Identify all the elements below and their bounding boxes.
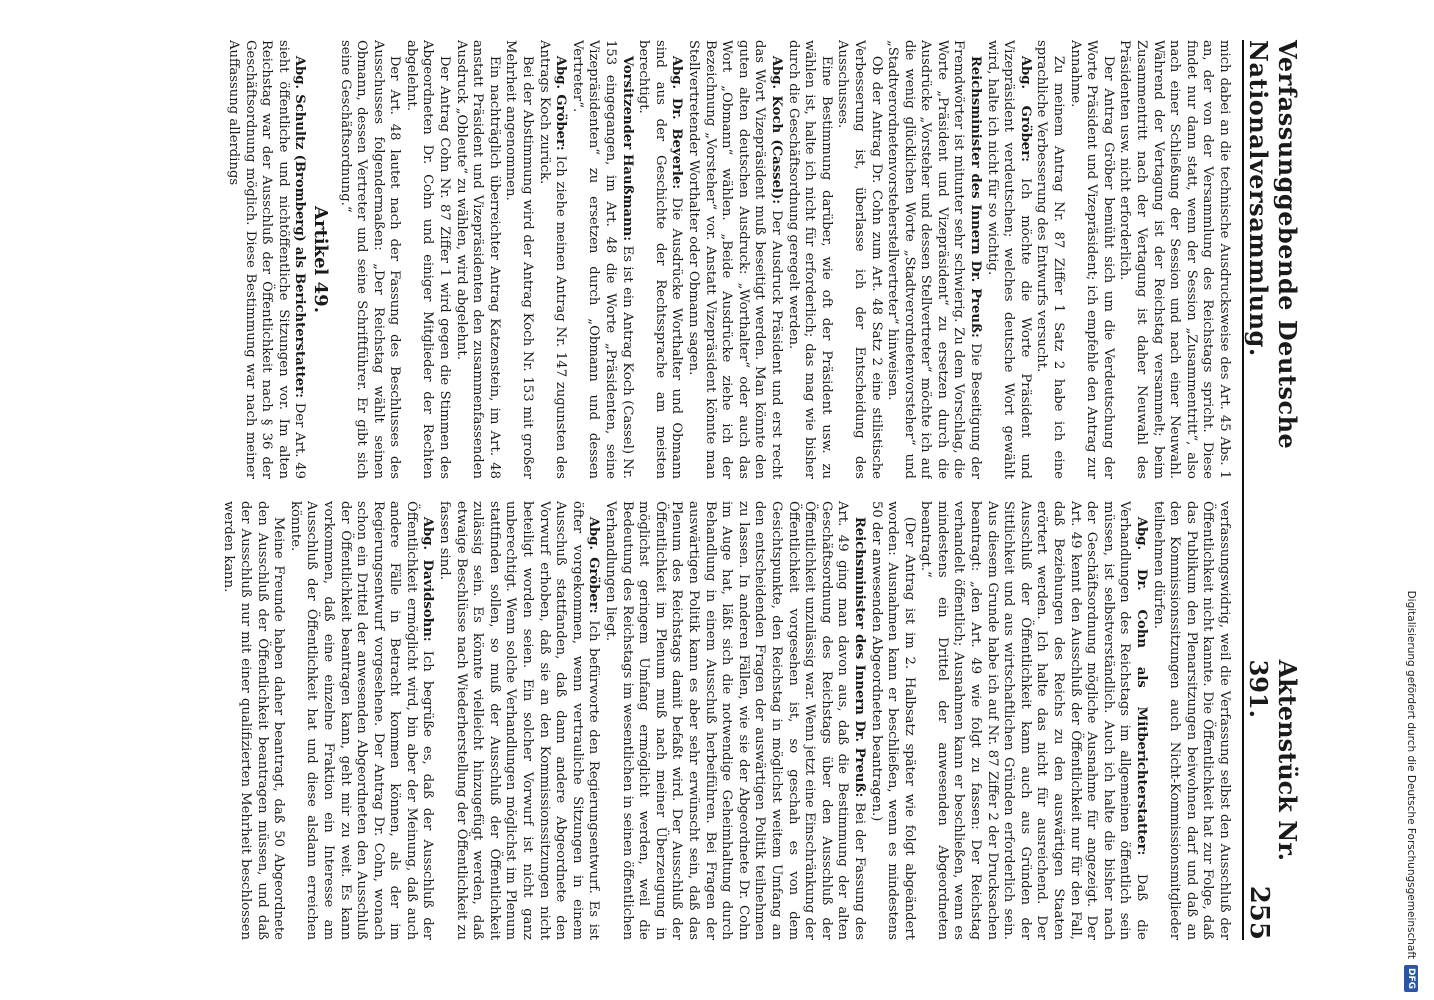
speech-text: Der Art. 49 sieht öffentliche und nichtöffentliche Sitzungen vor. Im alten Reichstag war der Ausschluß der Öffentlichkeit nach § 36 der Geschäftsordnung möglich. Diese Bestimmung war nach meiner Auffassung allerdings (225, 40, 308, 479)
page-header (1242, 40, 1302, 940)
speech-text: Die Ausdrücke Worthalter und Obmann sind aus der Geschichte der Rechtssprache am meisten berechtigt. (636, 40, 685, 479)
left-column (72, 40, 1232, 479)
paragraph: (Der Antrag ist im 2. Halbsatz später wie folgt abgeändert worden: Ausnahmen kann er beschließen, wenn es mindestens 50 der anwesenden Abgeordneten beantragen.) (868, 501, 917, 940)
header-document-number: Aktenstück Nr. 391. (1244, 659, 1302, 861)
speaker-name: Abg. Dr. Beyerle: (669, 55, 685, 190)
speech-text: Es ist ein Antrag Koch (Cassel) Nr. 153 eingegangen, im Art. 48 die Worte „Präsidenten, seine Vizepräsidenten“ zu ersetzen durch „Obmann und dessen Vertreter“. (569, 40, 635, 479)
paragraph: Ein nachträglich überreichter Antrag Katzenstein, im Art. 48 anstatt Präsident und Vizepräsidenten den zusammenfassenden Ausdruck „Obleute“ zu wählen, wird abgelehnt. (453, 40, 502, 479)
speech-paragraph (684, 40, 784, 479)
speech-paragraph (635, 40, 685, 479)
paragraph: Ob der Antrag Dr. Cohn zum Art. 48 Satz 2 eine stilistische Verbesserung ist, überlasse ich der Entscheidung des Ausschusses. (835, 40, 884, 479)
speech-paragraph (286, 501, 435, 940)
speaker-name: Vorsitzender Haußmann: (619, 55, 635, 242)
speech-paragraph (884, 40, 984, 479)
paragraph: verfassungswidrig, weil die Verfassung selbst den Ausschluß der Öffentlichkeit nicht kannte. Die Öffentlichkeit hat zur Folge, daß das Publikum den Plenarsitzungen beiwohnen darf und daß an den Kommissionssitzungen auch Nicht-Kommissionsmitglieder teilnehmen dürfen. (1150, 501, 1232, 940)
paragraph: Meine Freunde haben daher beantragt, daß 50 Abgeordnete den Ausschluß der Öffentlichkeit beantragen müssen, und daß der Ausschluß nur mit einer qualifizierten Mehrheit beschlossen werden kann. (221, 501, 287, 940)
paragraph: mich dabei an die technische Ausdrucksweise des Art. 45 Abs. 1 an, der von der Versammlung des Reichstags spricht. Diese findet nur dann statt, wenn der Session „Zusammentritt“, also nach einer Schließung der Session und nach einer Neuwahl. Während der Vertagung ist der Reichstag versammelt; beim Zusammentritt nach der Vertagung ist daher Neuwahl des Präsidenten usw. nicht erforderlich. (1117, 40, 1232, 479)
speech-text: Ich ziehe meinen Antrag Nr. 147 zugunsten des Antrags Koch zurück. (536, 40, 569, 479)
paragraph: Der Antrag Gröber bemüht sich um die Verdeutschung der Worte Präsident und Vizepräsident; ich empfehle den Antrag zur Annahme. (1067, 40, 1116, 479)
dfg-logo: DFG (1404, 965, 1418, 992)
speaker-name: Abg. Gröber: (586, 516, 602, 614)
speech-text: Ich befürworte den Regierungsentwurf. Es ist öfter vorgekommen, wenn vertrauliche Sitzungen in einem Ausschuß stattfanden, daß dann andere Abgeordnete den Vorwurf erhoben, daß sie an den Kommissionssitzungen nicht beteiligt worden seien. Ein solcher Vorwurf ist nicht ganz unberechtigt. Wenn solche Verhandlungen möglichst im Plenum stattfinden sollen, so muß der Ausschluß der Öffentlichkeit zulässig sein. Es könnte vielleicht hinzugefügt werden, daß etwaige Beschlüsse nach Wiederherstellung der Öffentlichkeit zu fassen sind. (437, 501, 602, 940)
speech-text: Der Ausdruck Präsident und erst recht das Wort Vizepräsident muß beseitigt werden. Man könnte den guten alten deutschen Ausdruck: „Worthalter“ oder auch das Wort „Obmann“ wählen. „Beide Ausdrücke ziehe ich der Bezeichnung „Vorsteher“ vor. Anstatt Vizepräsident könnte man Stellvertretender Worthalter oder Obmann sagen. (686, 40, 784, 479)
speaker-name: Abg. Gröber: (553, 55, 569, 151)
speech-text: Die Beseitigung der Fremdwörter ist mitunter sehr schwierig. Zu dem Vorschlag, die Worte „Präsident und Vizepräsident“ zu ersetzen durch die Ausdrücke „Vorsteher und dessen Stellvertreter“ möchte ich auf die wenig glücklichen Worte „Stadtverordnetenvorsteher“ und „Stadtverordnetenvorsteherstellvertreter“ hinweisen. (885, 40, 984, 479)
text-columns (72, 40, 1232, 940)
digitization-credit (1404, 8, 1418, 992)
speaker-name: Abg. Dr. Cohn als Mitberichterstatter: (1134, 516, 1150, 856)
paragraph: Bei der Abstimmung wird der Antrag Koch Nr. 153 mit großer Mehrheit angenommen. (503, 40, 536, 479)
page-number: 255 (1244, 885, 1274, 940)
speech-text: Ich möchte die Worte Präsident und Vizepräsident verdeutschen; welches deutsche Wort gewählt wird, halte ich nicht für so wichtig. (984, 40, 1033, 479)
speech-paragraph (983, 40, 1033, 479)
speech-paragraph (224, 40, 307, 479)
speaker-name: Reichsminister des Innern Dr. Preuß: (851, 516, 867, 798)
speech-text: Bei der Fassung des Art. 49 ging man davon aus, daß die Bestimmung der alten Geschäftsordnung des Reichstags über den Ausschluß der Öffentlichkeit unzulässig war. Wenn jetzt eine Einschränkung der Öffentlichkeit vorgesehen ist, so geschah es von dem Gesichtspunkte, den Reichstag in möglichst weitem Umfang an den entscheidenden Fragen der auswärtigen Politik teilnehmen zu lassen. In anderen Fällen, wie sie der Abgeordnete Dr. Cohn im Auge hat, läßt sich die notwendige Geheimhaltung durch Behandlung in einem Ausschuß herbeiführen. Bei Fragen der auswärtigen Politik kann es aber sehr erwünscht sein, daß das Plenum des Reichstags damit befaßt wird. Der Ausschluß der Öffentlichkeit im Plenum muß nach meiner Überzeugung in möglichst geringem Umfang ermöglicht werden, weil die Bedeutung des Reichstags im wesentlichen in seinen öffentlichen Verhandlungen liegt. (603, 501, 867, 940)
speech-paragraph (917, 501, 1149, 940)
speech-paragraph (568, 40, 634, 479)
speaker-name: Abg. Schultz (Bromberg) als Berichterstatter: (292, 55, 308, 399)
paragraph: Der Antrag Cohn Nr. 87 Ziffer 1 wird gegen die Stimmen des Abgeordneten Dr. Cohn und einiger Mitglieder der Rechten abgelehnt. (403, 40, 453, 479)
speech-text: Ich begrüße es, daß der Ausschluß der Öffentlichkeit ermöglicht wird, bin aber der Meinung, daß auch andere Fälle in Betracht kommen können, als der im Regierungsentwurf vorgesehene. Der Antrag Dr. Cohn, wonach schon ein Drittel der anwesenden Abgeordneten den Ausschluß der Öffentlichkeit beantragen kann, geht mir zu weit. Es kann vorkommen, daß eine einzelne Fraktion ein Interesse am Ausschluß der Öffentlichkeit hat und diese alsdann erreichen könnte. (287, 501, 436, 940)
speech-paragraph (601, 501, 867, 940)
credit-text: Digitalisierung gefördert durch die Deutsche Forschungsgemeinschaft (1405, 590, 1417, 959)
right-column (72, 501, 1232, 940)
speaker-name: Abg. Koch (Cassel): (768, 55, 784, 205)
paragraph: Der Art. 48 lautet nach der Fassung des Beschlusses des Ausschusses folgendermaßen: „Der Reichstag wählt seinen Obmann, dessen Vertreter und seine Schriftführer. Er gibt sich seine Geschäftsordnung.“ (337, 40, 403, 479)
speech-text: Daß die Verhandlungen des Reichstags im allgemeinen öffentlich sein müssen, ist selbstverständlich. Auch ich halte die bisher nach der Geschäftsordnung mögliche Ausnahme für angezeigt. Der Art. 49 kennt den Ausschluß der Öffentlichkeit nur für den Fall, daß Beziehungen des Reichs zu den auswärtigen Staaten erörtert werden. Ich halte das nicht für ausreichend. Der Ausschluß der Öffentlichkeit kann auch aus Gründen der Sittlichkeit und aus wirtschaftlichen Gründen erforderlich sein. Aus diesem Grunde habe ich auf Nr. 87 Ziffer 2 der Drucksachen beantragt: „den Art. 49 wie folgt zu fassen: Der Reichstag verhandelt öffentlich; Ausnahmen kann er beschließen, wenn es mindestens ein Drittel der anwesenden Abgeordneten beantragt.“ (918, 501, 1150, 940)
paragraph: Eine Bestimmung darüber, wie oft der Präsident usw. zu wählen ist, halte ich nicht für erforderlich; das mag wie bisher durch die Geschäftsordnung geregelt werden. (785, 40, 834, 479)
speech-paragraph (436, 501, 602, 940)
speaker-name: Abg. Gröber: (1017, 55, 1033, 163)
speech-paragraph (535, 40, 568, 479)
speaker-name: Reichsminister des Innern Dr. Preuß: (968, 55, 984, 338)
speaker-name: Abg. Davidsohn: (420, 516, 436, 642)
document-page (60, 40, 1302, 940)
paragraph: Zu meinem Antrag Nr. 87 Ziffer 1 Satz 2 habe ich eine sprachliche Verbesserung des Entwurfs versucht. (1034, 40, 1067, 479)
article-heading: Artikel 49. (309, 206, 331, 313)
header-title: Verfassunggebende Deutsche Nationalversammlung. (1244, 40, 1302, 450)
